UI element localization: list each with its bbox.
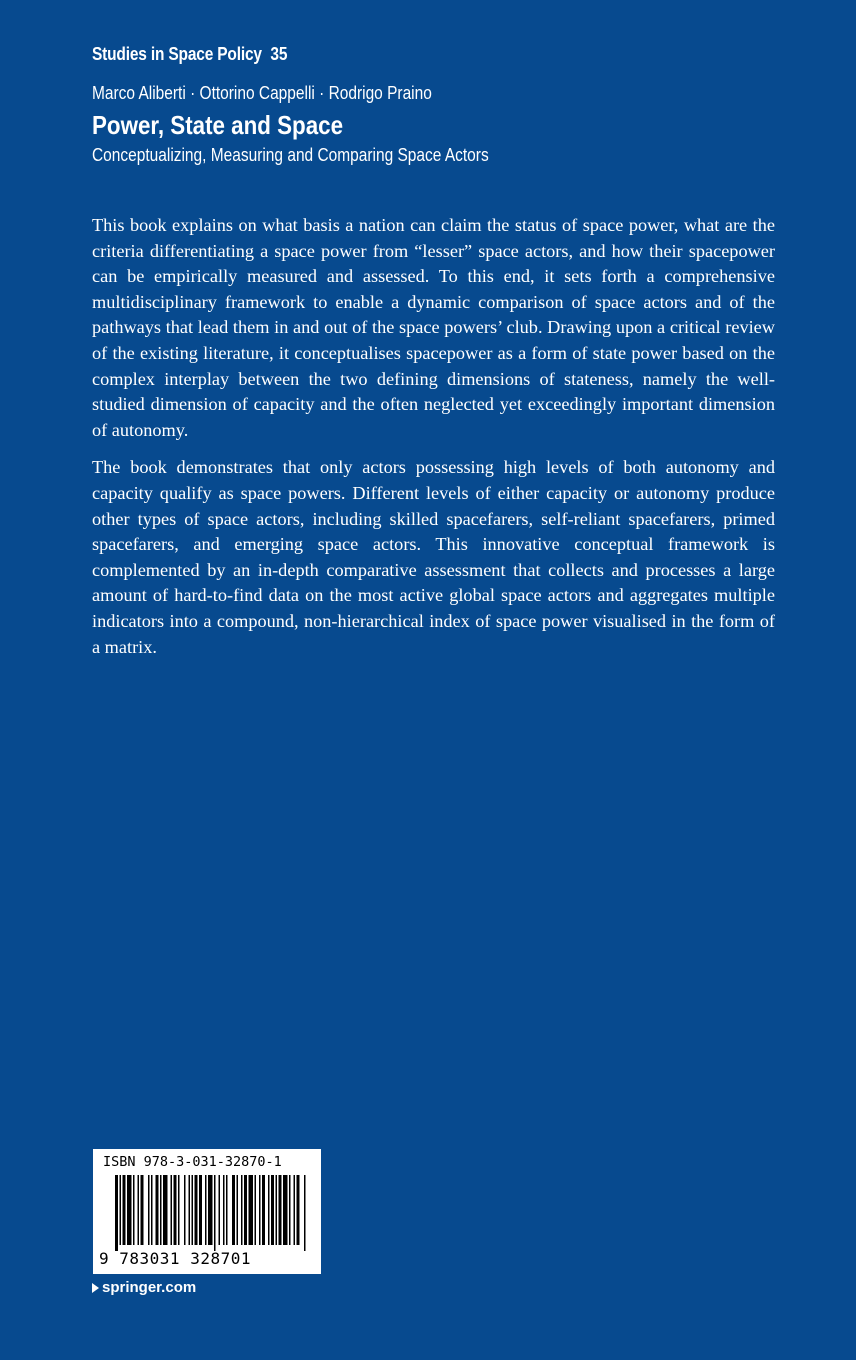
isbn-barcode — [93, 1149, 321, 1274]
barcode-bar — [120, 1175, 122, 1245]
barcode-bar — [178, 1175, 180, 1245]
barcode-bar — [232, 1175, 235, 1245]
barcode-bar — [115, 1175, 118, 1251]
barcode-bar — [294, 1175, 296, 1245]
barcode-bar — [151, 1175, 153, 1245]
barcode-bar — [271, 1175, 274, 1245]
barcode-bar — [208, 1175, 213, 1245]
barcode-bar — [189, 1175, 191, 1245]
barcode-bar — [148, 1175, 150, 1245]
barcode-bar — [279, 1175, 282, 1245]
authors: Marco Aliberti · Ottorino Cappelli · Rodrigo Praino — [92, 83, 432, 103]
barcode-bar — [304, 1175, 306, 1251]
barcode-bar — [241, 1175, 243, 1245]
series-volume: 35 — [270, 44, 288, 64]
barcode-bar — [249, 1175, 254, 1245]
barcode-bar — [237, 1175, 239, 1245]
barcode-bar — [214, 1175, 216, 1251]
barcode-bar — [268, 1175, 270, 1245]
barcode-bar — [127, 1175, 132, 1245]
barcode-bar — [171, 1175, 173, 1245]
book-title: Power, State and Space — [92, 110, 344, 140]
barcode-bar — [195, 1175, 198, 1245]
barcode-bar — [259, 1175, 261, 1245]
barcode-bar — [184, 1175, 186, 1245]
arrow-right-icon — [92, 1283, 99, 1293]
barcode-bar — [133, 1175, 135, 1245]
barcode-bar — [160, 1175, 162, 1245]
series-name: Studies in Space Policy — [92, 44, 262, 64]
blurb-paragraph-2: The book demonstrates that only actors possessing high levels of both autonomy and capacity qualify as space powers. Different levels of either capacity or autonomy produce other types of space actors, including skilled spacefarers, self-reliant spacefarers, primed spacefarers, and emerging space actors. This innovative conceptual framework is complemented by an in-depth comparative assessment that collects and processes a large amount of hard-to-find data on the most active global space actors and aggregates multiple indicators into a compound, non-hierarchical index of space power visualised in the form of a matrix. — [92, 457, 775, 657]
series-line — [92, 44, 287, 65]
barcode-bar — [156, 1175, 159, 1245]
publisher-website-label: springer.com — [102, 1279, 197, 1296]
book-subtitle: Conceptualizing, Measuring and Comparing Space Actors — [92, 145, 489, 165]
barcode-bar — [244, 1175, 247, 1245]
barcode-bar — [174, 1175, 177, 1245]
barcode-bar — [163, 1175, 168, 1245]
barcode-bar — [289, 1175, 291, 1245]
barcode-bar — [192, 1175, 194, 1245]
barcode-bar — [223, 1175, 225, 1245]
isbn-label: ISBN 978-3-031-32870-1 — [103, 1154, 282, 1170]
barcode-bar — [226, 1175, 228, 1245]
barcode-bar — [262, 1175, 265, 1245]
publisher-website[interactable] — [92, 1279, 196, 1296]
blurb — [92, 213, 775, 672]
barcode-bar — [138, 1175, 140, 1245]
barcode-bar — [199, 1175, 202, 1245]
blurb-paragraph-1: This book explains on what basis a nation can claim the status of space power, what are the criteria differentiating a space power from “lesser” space actors, and how their spacepower can be empirically measured and assessed. To this end, it sets forth a comprehensive multidisciplinary framework to enable a dynamic comparison of space actors and of the pathways that lead them in and out of the space powers’ club. Drawing upon a critical review of the existing literature, it conceptualises spacepower as a form of state power based on the complex interplay between the two defining dimensions of stateness, namely the well-studied dimension of capacity and the often neglected yet exceedingly important dimension of autonomy. — [92, 215, 775, 440]
barcode-bar — [123, 1175, 126, 1245]
barcode-bar — [219, 1175, 221, 1245]
barcode-bar — [283, 1175, 288, 1245]
barcode-bar — [276, 1175, 278, 1245]
barcode-bar — [205, 1175, 207, 1245]
barcode-bar — [141, 1175, 144, 1245]
barcode-bar — [297, 1175, 300, 1245]
barcode-bar — [255, 1175, 257, 1245]
barcode-digits: 9 783031 328701 — [99, 1249, 251, 1268]
